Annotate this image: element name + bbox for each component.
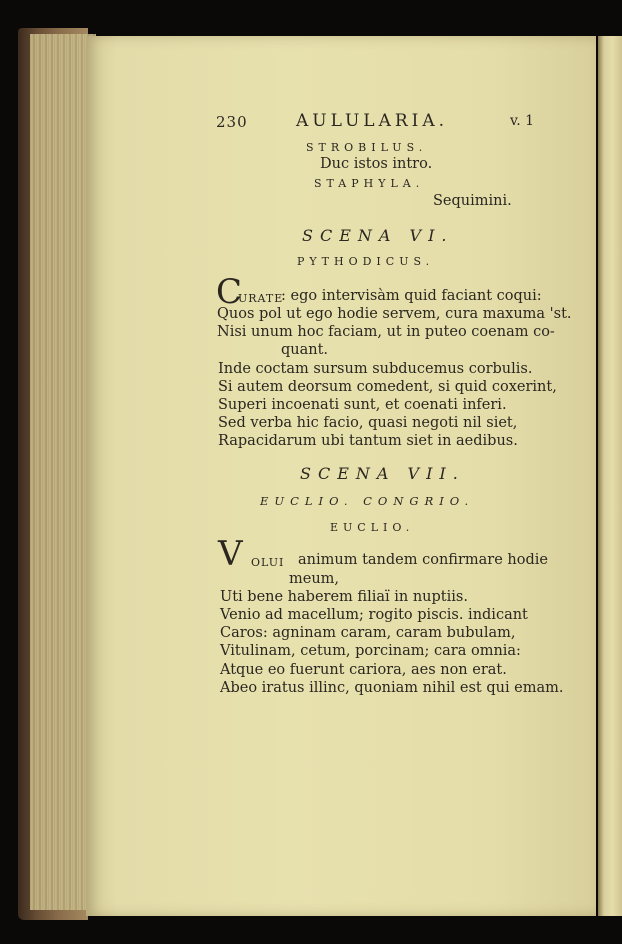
- verse-line: Duc istos intro.: [320, 156, 433, 172]
- scene-heading: SCENA VII.: [300, 464, 465, 483]
- drop-cap: V: [218, 534, 243, 574]
- verse-line: animum tandem confirmare hodie: [298, 552, 548, 568]
- verse-line: Rapacidarum ubi tantum siet in aedibus.: [218, 433, 518, 449]
- verse-line: Abeo iratus illinc, quoniam nihil est qui emam.: [220, 680, 564, 696]
- verse-line: : ego intervisàm quid faciant coqui:: [281, 288, 542, 304]
- verse-line: Venio ad macellum; rogito piscis. indicant: [220, 607, 528, 623]
- verse-line: Sed verba hic facio, quasi negoti nil siet,: [218, 415, 518, 431]
- facing-page-edge: [598, 36, 622, 916]
- page-number: 230: [216, 113, 248, 131]
- verse-line: Nisi unum hoc faciam, ut in puteo coenam co-: [217, 324, 555, 340]
- first-word: OLUI: [251, 556, 285, 569]
- drop-cap: C: [216, 272, 243, 312]
- volume-marker: v. 1: [510, 113, 535, 129]
- speaker-pythodicus: PYTHODICUS.: [297, 255, 435, 268]
- verse-line: Sequimini.: [433, 193, 512, 209]
- verse-line: Atque eo fuerunt cariora, aes non erat.: [220, 662, 507, 678]
- cast-list: EUCLIO. CONGRIO.: [260, 494, 475, 508]
- verse-line: Caros: agninam caram, caram bubulam,: [220, 625, 516, 641]
- verse-line: Quos pol ut ego hodie servem, cura maxuma 'st.: [217, 306, 572, 322]
- verse-line: Inde coctam sursum subducemus corbulis.: [218, 361, 533, 377]
- speaker-strobilus: STROBILUS.: [306, 141, 428, 154]
- speaker-euclio: EUCLIO.: [330, 521, 415, 534]
- verse-line: meum,: [289, 571, 340, 587]
- first-word: URATE: [238, 292, 284, 305]
- verse-line: Uti bene haberem filiaï in nuptiis.: [220, 589, 468, 605]
- scene-heading: SCENA VI.: [302, 226, 454, 245]
- verse-line: quant.: [281, 342, 329, 358]
- verse-line: Si autem deorsum comedent, si quid coxerint,: [218, 379, 557, 395]
- verse-line: Vitulinam, cetum, porcinam; cara omnia:: [220, 643, 521, 659]
- verse-line: Superi incoenati sunt, et coenati inferi.: [218, 397, 507, 413]
- running-title: AULULARIA.: [296, 111, 449, 131]
- speaker-staphyla: STAPHYLA.: [314, 177, 425, 190]
